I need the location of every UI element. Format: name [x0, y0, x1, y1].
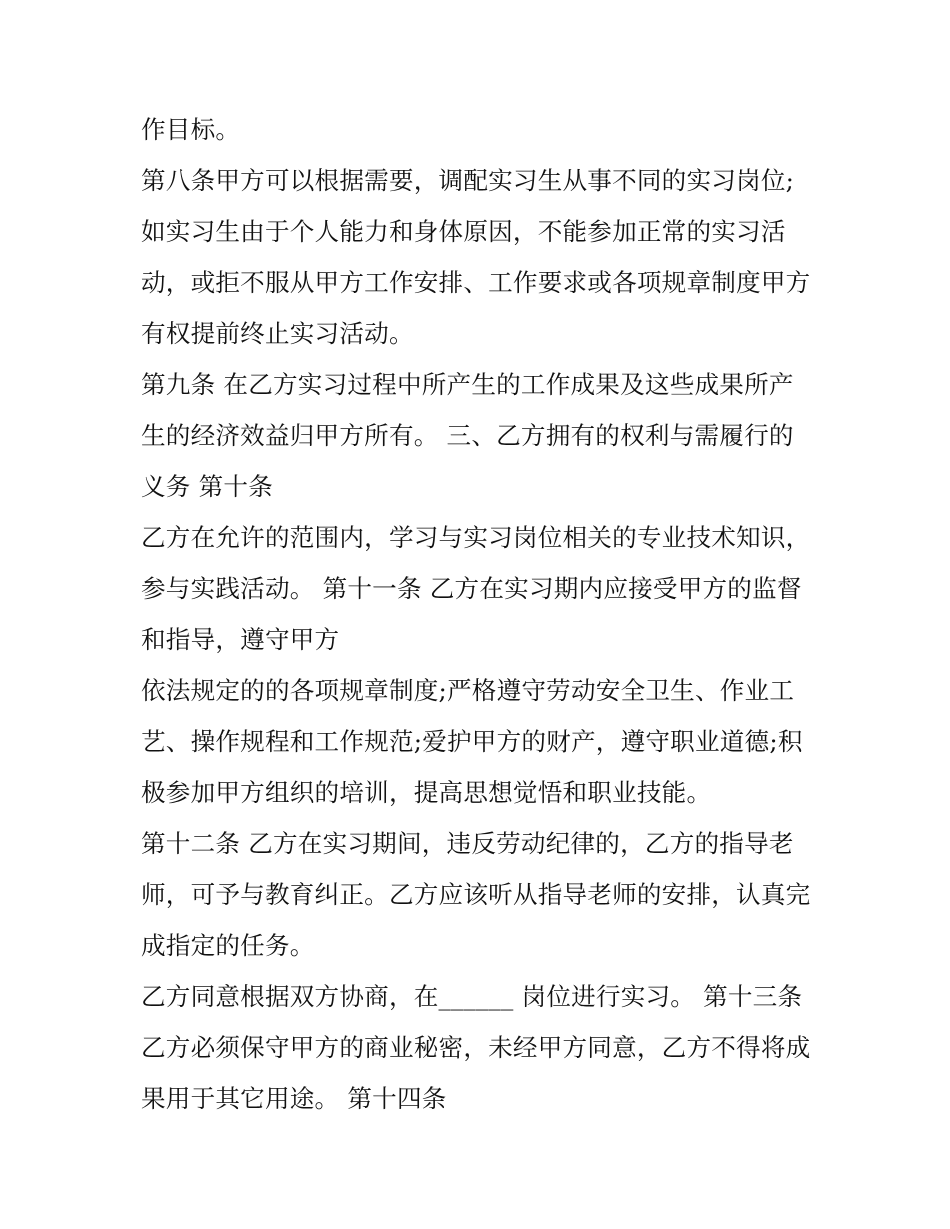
text-line: 乙方必须保守甲方的商业秘密，未经甲方同意，乙方不得将成 [141, 1033, 811, 1062]
text-line: 生的经济效益归甲方所有。 三、乙方拥有的权利与需履行的 [141, 421, 794, 450]
text-line: 师，可予与教育纠正。乙方应该听从指导老师的安排，认真完 [141, 880, 811, 909]
text-line: 作目标。 [141, 115, 241, 144]
text-line: 动，或拒不服从甲方工作安排、工作要求或各项规章制度甲方 [141, 268, 811, 297]
text-line: 义务 第十条 [141, 472, 273, 501]
text-line: 第八条甲方可以根据需要，调配实习生从事不同的实习岗位; [141, 166, 795, 195]
text-line: 果用于其它用途。 第十四条 [141, 1084, 447, 1113]
text-line: 第九条 在乙方实习过程中所产生的工作成果及这些成果所产 [141, 370, 794, 399]
text-line: 如实习生由于个人能力和身体原因，不能参加正常的实习活 [141, 217, 786, 246]
text-line: 极参加甲方组织的培训，提高思想觉悟和职业技能。 [141, 778, 712, 807]
document-body [141, 104, 821, 1124]
text-line: 成指定的任务。 [141, 931, 315, 960]
text-line: 乙方在允许的范围内，学习与实习岗位相关的专业技术知识， [141, 523, 811, 552]
text-line: 艺、操作规程和工作规范;爱护甲方的财产，遵守职业道德;积 [141, 727, 803, 756]
text-line: 参与实践活动。 第十一条 乙方在实习期内应接受甲方的监督 [141, 574, 802, 603]
text-line: 第十二条 乙方在实习期间，违反劳动纪律的，乙方的指导老 [141, 829, 794, 858]
text-line: 有权提前终止实习活动。 [141, 319, 414, 348]
text-line: 和指导，遵守甲方 [141, 625, 340, 654]
text-line: 依法规定的的各项规章制度;严格遵守劳动安全卫生、作业工 [141, 676, 795, 705]
text-line: 乙方同意根据双方协商，在______ 岗位进行实习。 第十三条 [141, 982, 803, 1011]
